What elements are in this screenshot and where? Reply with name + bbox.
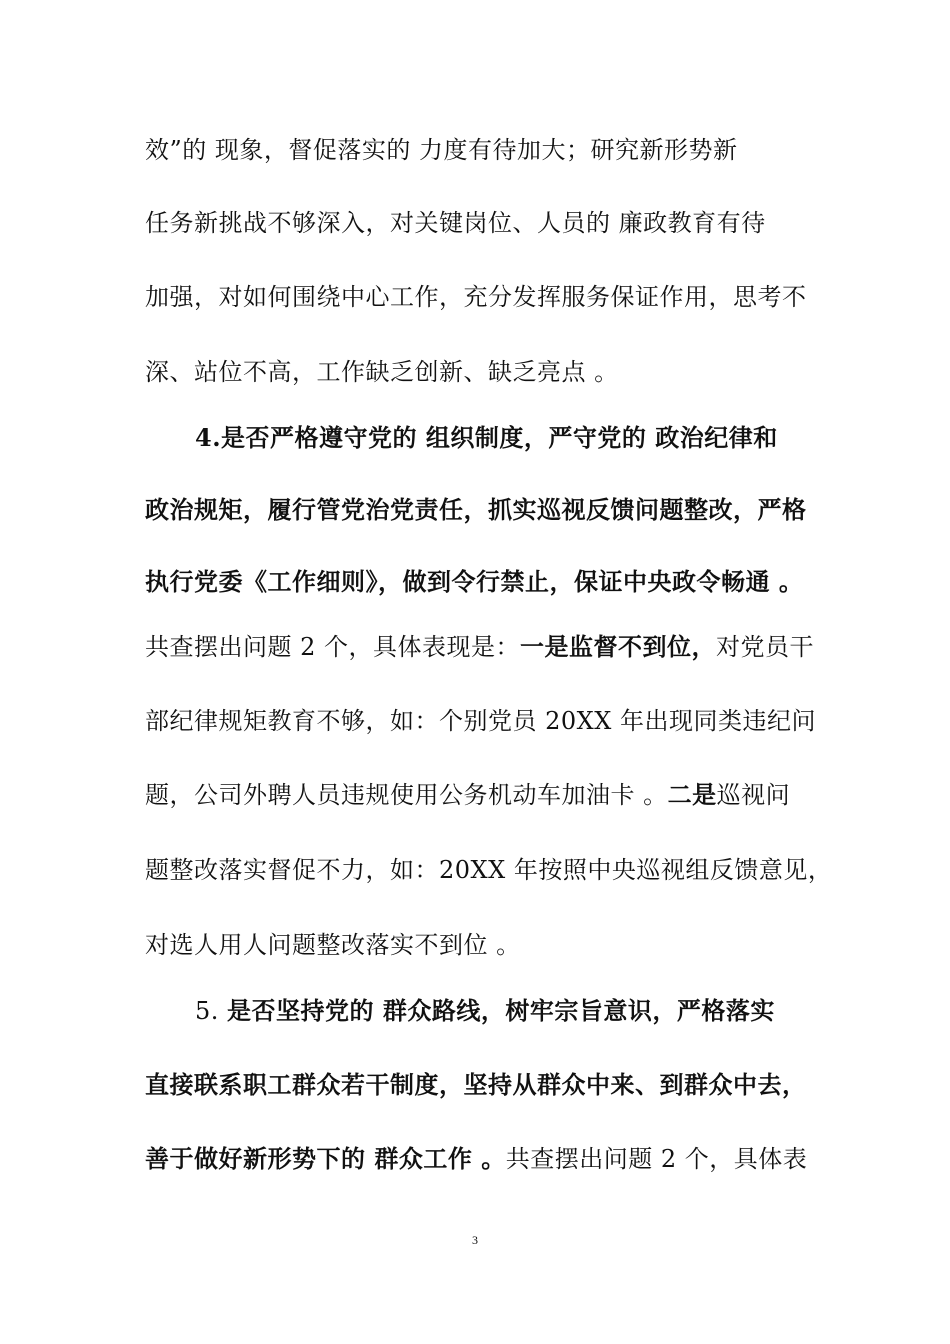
text-line <box>145 630 815 664</box>
text-segment: 对选人用人问题整改落实不到位 。 <box>145 931 521 959</box>
text-line <box>145 928 815 962</box>
text-segment: 部纪律规矩教育不够，如：个别党员 20XX 年出现同类违纪问 <box>145 707 816 735</box>
text-line <box>145 280 815 314</box>
bold-text-segment: 一是监督不到位， <box>520 632 717 661</box>
section-heading-text: 执行党委《工作细则》，做到令行禁止，保证中央政令畅通 。 <box>145 567 804 596</box>
section-heading-text: 直接联系职工群众若干制度，坚持从群众中来、到群众中去， <box>145 1070 807 1099</box>
section-heading-line <box>195 421 815 455</box>
text-segment: 任务新挑战不够深入，对关键岗位、人员的 廉政教育有待 <box>145 209 766 237</box>
text-segment: 加强，对如何围绕中心工作，充分发挥服务保证作用，思考不 <box>145 283 807 311</box>
section-heading-line <box>145 493 815 527</box>
bold-text-segment: 二是 <box>667 780 717 809</box>
text-segment: 深、站位不高，工作缺乏创新、缺乏亮点 。 <box>145 358 619 386</box>
text-segment: 共查摆出问题 2 个，具体表现是： <box>145 633 521 661</box>
section-heading-text: 是否坚持党的 群众路线，树牢宗旨意识，严格落实 <box>227 996 775 1025</box>
text-segment: 共查摆出问题 2 个，具体表 <box>505 1145 808 1173</box>
text-line <box>145 853 833 887</box>
section-heading-line <box>145 1068 815 1102</box>
section-heading-line <box>195 994 815 1028</box>
section-heading-text: 政治规矩，履行管党治党责任，抓实巡视反馈问题整改，严格 <box>145 495 807 524</box>
text-line <box>145 355 815 389</box>
text-line <box>145 778 815 812</box>
section-heading-text: 4.是否严格遵守党的 组织制度，严守党的 政治纪律和 <box>195 423 778 452</box>
page-number: 3 <box>472 1233 478 1247</box>
text-line <box>145 133 815 167</box>
text-segment: 效”的 现象，督促落实的 力度有待加大；研究新形势新 <box>145 136 738 164</box>
section-heading-line <box>145 565 815 599</box>
text-segment: 5. <box>195 997 228 1025</box>
text-segment: 题整改落实督促不力，如：20XX 年按照中央巡视组反馈意见， <box>145 856 833 884</box>
text-segment: 题，公司外聘人员违规使用公务机动车加油卡 。 <box>145 781 668 809</box>
text-line <box>145 1142 815 1176</box>
bold-text-segment: 善于做好新形势下的 群众工作 。 <box>145 1144 506 1173</box>
text-segment: 对党员干 <box>716 633 815 661</box>
text-line <box>145 206 815 240</box>
text-segment: 巡视问 <box>716 781 791 809</box>
text-line <box>145 704 815 738</box>
